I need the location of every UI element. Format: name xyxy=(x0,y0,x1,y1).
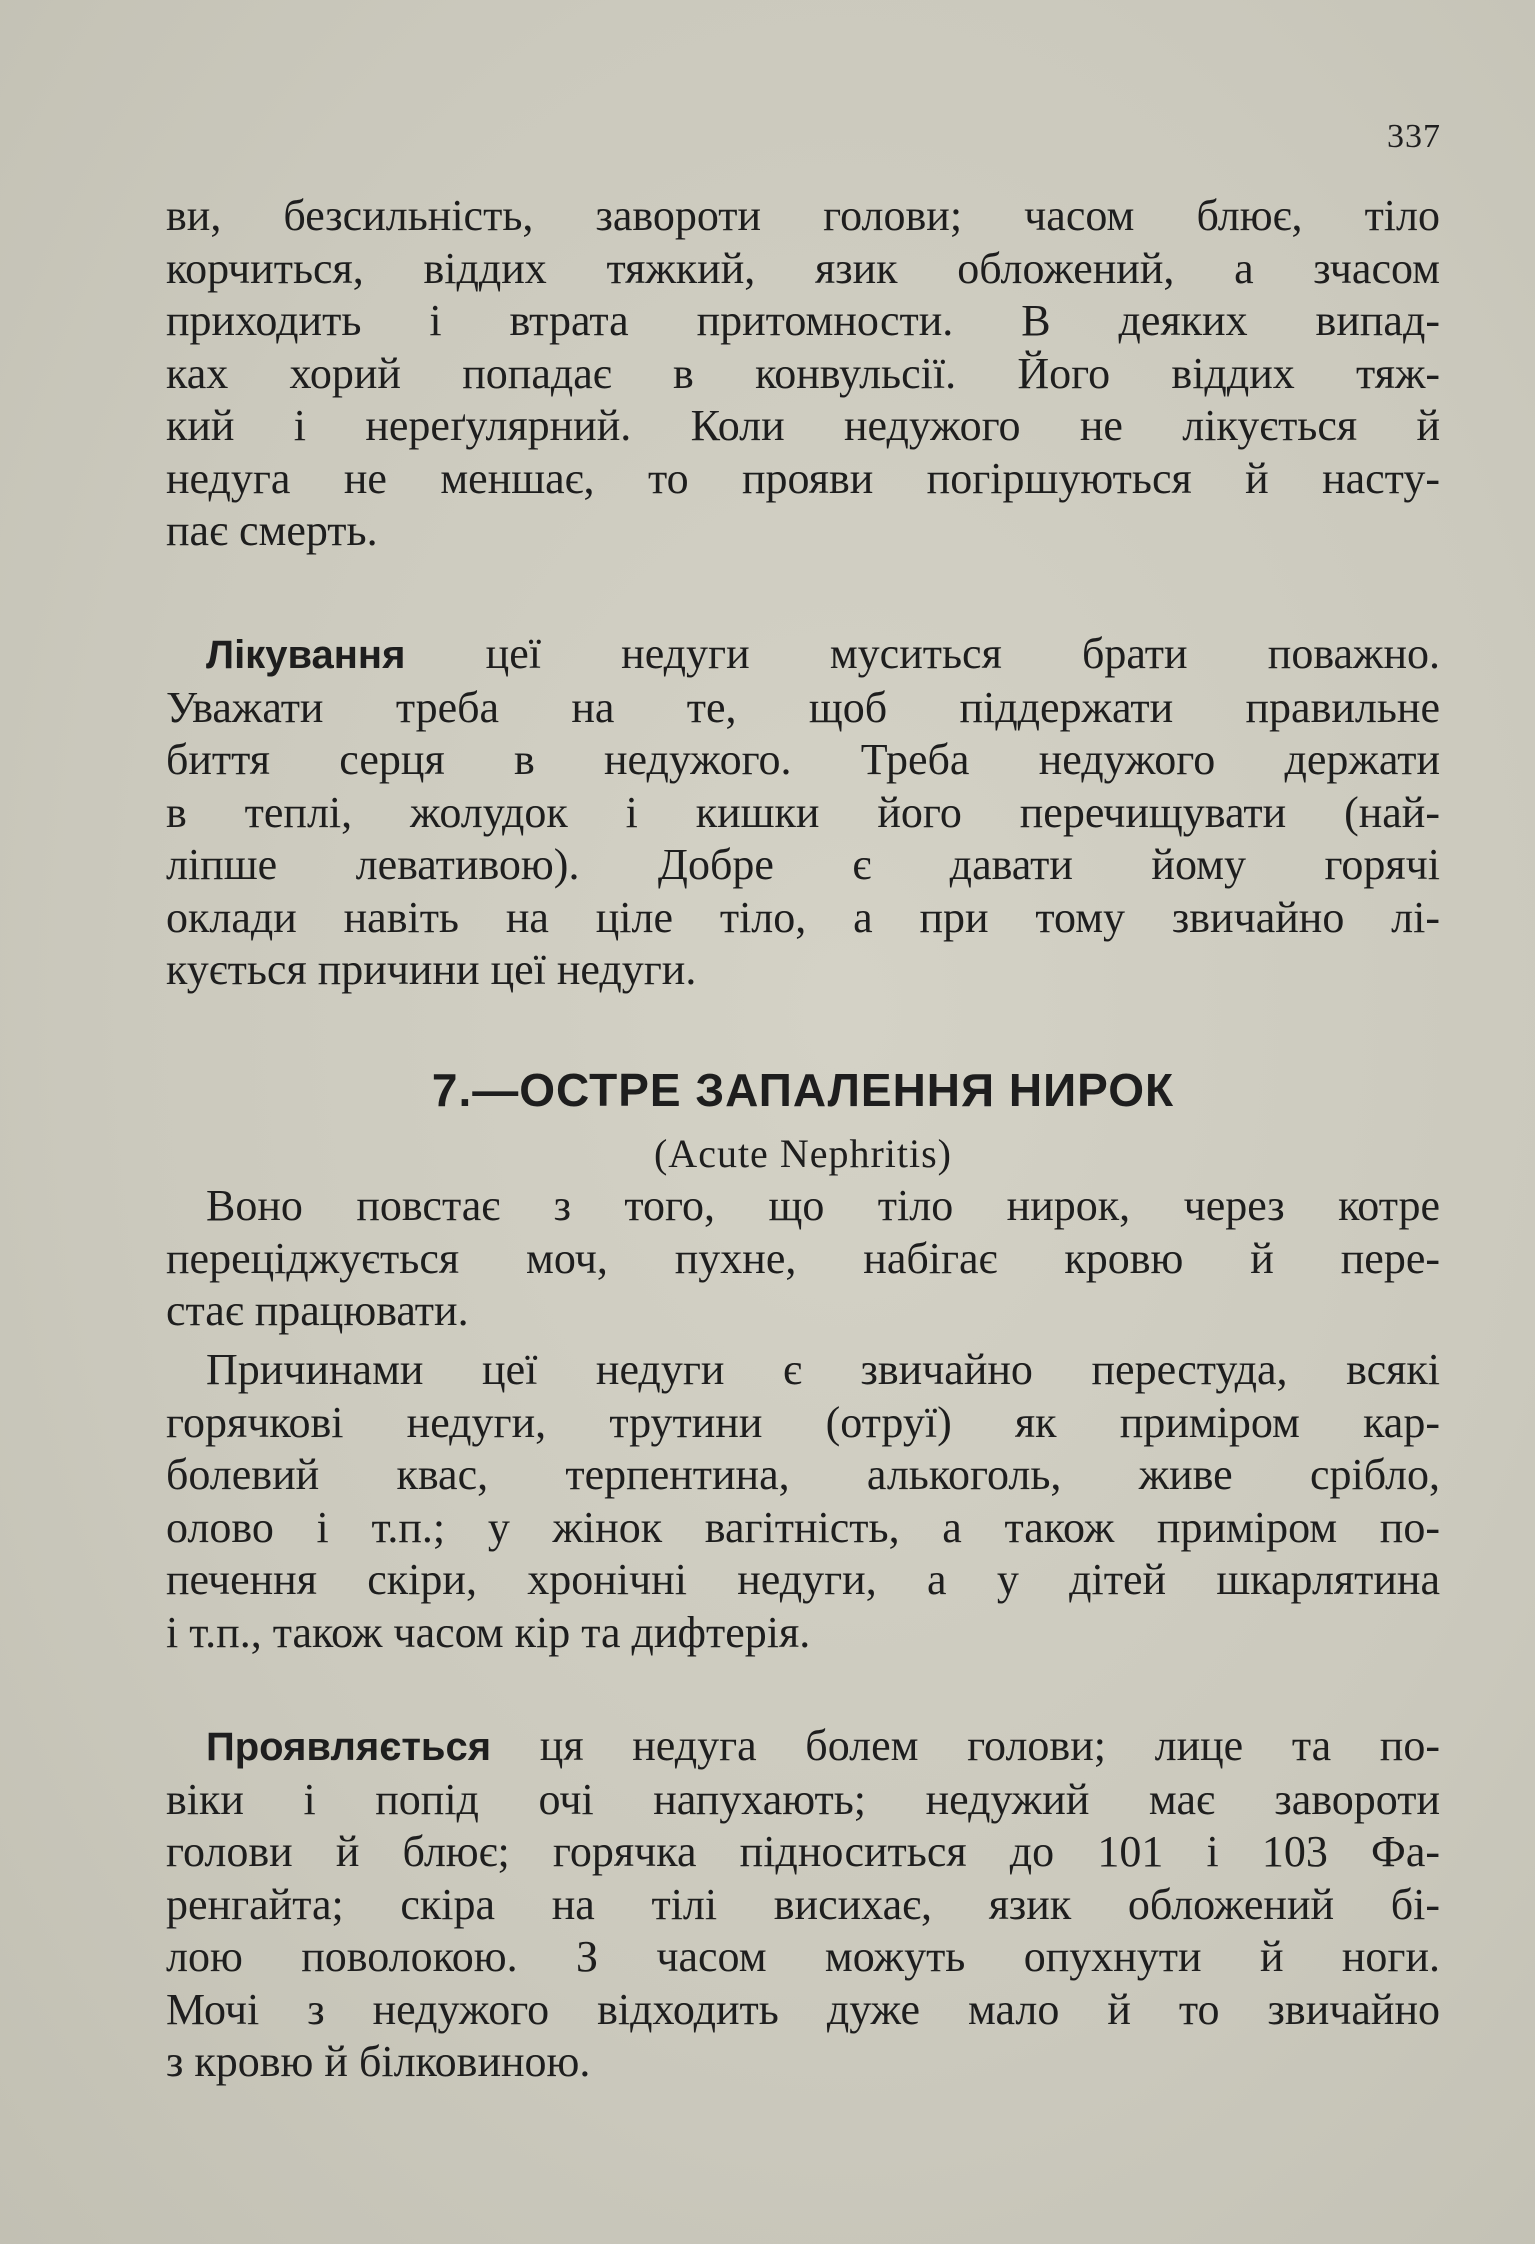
paragraph-symptoms xyxy=(166,1720,1440,2089)
section-subheading: (Acute Nephritis) xyxy=(653,1131,952,1176)
text-line: Причинами цеї недуги є звичайно перестуда, всякі xyxy=(206,1345,1440,1394)
text-line: оклади навіть на ціле тіло, а при тому звичайно лі- xyxy=(166,892,1440,942)
text-line: ви, безсильність, завороти голови; часом блює, тіло xyxy=(166,191,1440,240)
text-line: віки і попід очі напухають; недужий має завороти xyxy=(166,1774,1440,1824)
text-line: недуга не меншає, то прояви погіршуються й насту- xyxy=(166,453,1440,503)
text-line: Воно повстає з того, що тіло нирок, через котре xyxy=(206,1181,1440,1230)
text-line: болевий квас, терпентина, алькоголь, живе срібло, xyxy=(166,1450,1440,1499)
text-line: печення скіри, хронічні недуги, а у дітей шкарлятина xyxy=(166,1555,1440,1604)
paragraph-symptoms-continued xyxy=(166,190,1440,558)
symptoms-lead-word: Проявляється xyxy=(206,1725,492,1769)
text-line: з кровю й білковиною. xyxy=(166,2037,591,2086)
text-line: Мочі з недужого відходить дуже мало й то звичайно xyxy=(166,1984,1440,2034)
text-line: ренгайта; скіра на тілі висихає, язик обложений бі- xyxy=(166,1879,1440,1929)
section-heading: 7.—ОСТРЕ ЗАПАЛЕННЯ НИРОК xyxy=(431,1064,1175,1116)
text-line: стає працювати. xyxy=(166,1286,469,1335)
text-line: кується причини цеї недуги. xyxy=(166,945,697,994)
text-line: приходить і втрата притомности. В деяких випад- xyxy=(166,296,1440,345)
treatment-lead-word: Лікування xyxy=(206,633,406,677)
text-line: переціджується моч, пухне, набігає кровю й пере- xyxy=(166,1233,1440,1283)
text-line: пає смерть. xyxy=(166,506,378,555)
text-line xyxy=(166,1720,1440,1774)
page-number: 337 xyxy=(1387,118,1441,155)
paragraph-causes xyxy=(166,1344,1440,1659)
text-line: олово і т.п.; у жінок вагітність, а також приміром по- xyxy=(166,1502,1440,1552)
text-line: ках хорий попадає в конвульсії. Його віддих тяж- xyxy=(166,348,1440,398)
text-line: ліпше левативою). Добре є давати йому горячі xyxy=(166,840,1440,889)
text-line: Уважати треба на те, щоб піддержати правильне xyxy=(166,682,1440,732)
text-line: голови й блює; горячка підноситься до 101 і 103 Фа- xyxy=(166,1827,1440,1876)
text-line xyxy=(166,628,1440,682)
text-line: і т.п., також часом кір та дифтерія. xyxy=(166,1607,811,1657)
text-line: горячкові недуги, трутини (отруї) як приміром кар- xyxy=(166,1397,1440,1447)
paragraph-treatment xyxy=(166,628,1440,997)
text-line: биття серця в недужого. Треба недужого держати xyxy=(166,735,1440,784)
text-line: корчиться, віддих тяжкий, язик обложений, а зчасом xyxy=(166,243,1440,293)
text-line: в теплі, жолудок і кишки його перечищувати (най- xyxy=(166,787,1440,837)
treatment-first-line-rest: цеї недуги муситься брати поважно. xyxy=(485,629,1441,678)
paragraph-definition xyxy=(166,1180,1440,1338)
text-line: кий і нереґулярний. Коли недужого не лікується й xyxy=(166,401,1440,450)
symptoms-first-line-rest: ця недуга болем голови; лице та по- xyxy=(539,1721,1440,1770)
text-line: лою поволокою. З часом можуть опухнути й ноги. xyxy=(166,1932,1440,1981)
